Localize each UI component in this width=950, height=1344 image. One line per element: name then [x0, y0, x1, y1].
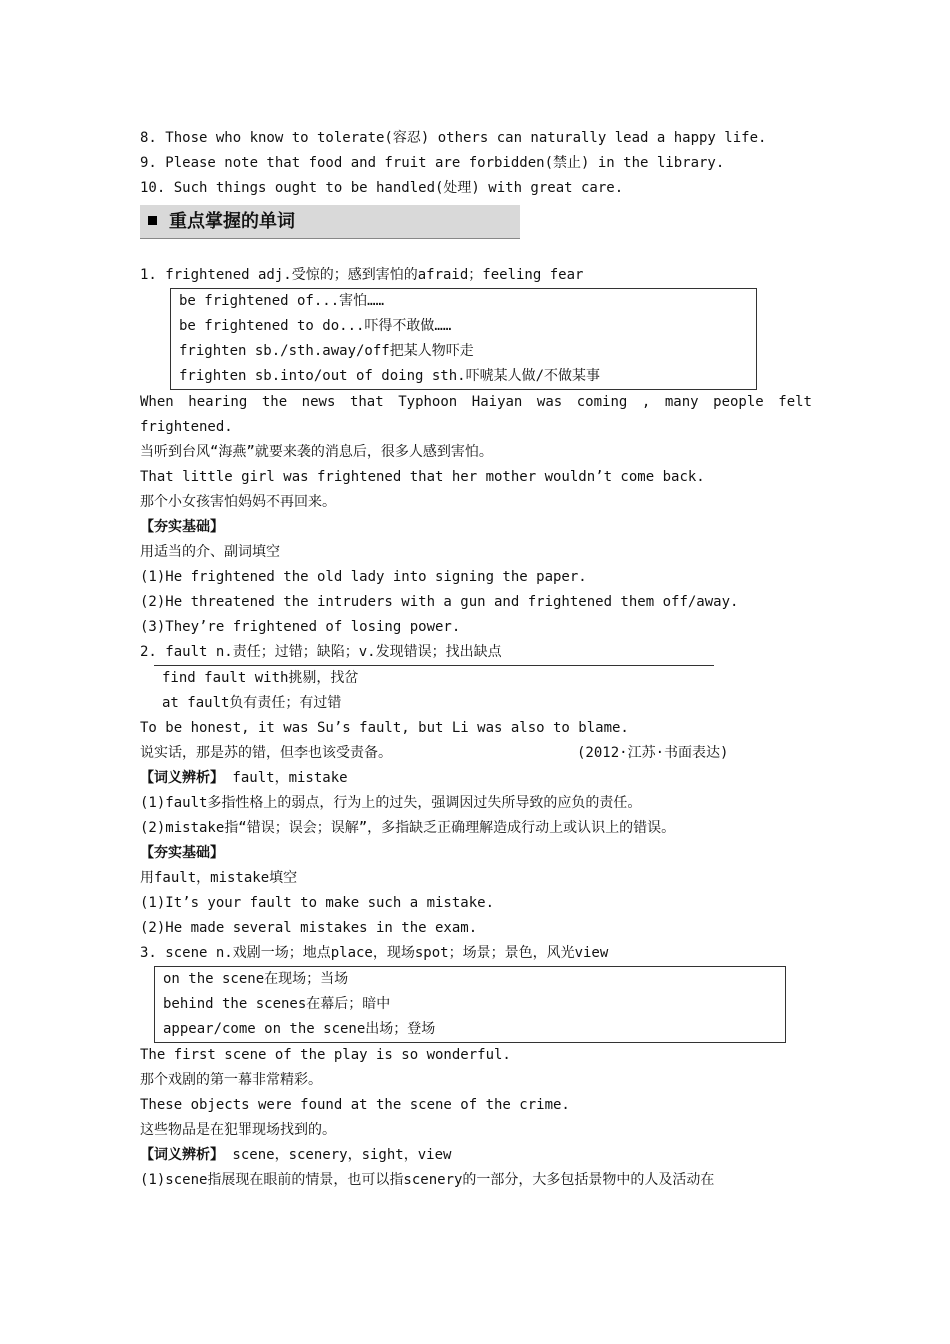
- example-chinese: 说实话，那是苏的错，但李也该受责备。: [140, 745, 392, 761]
- example-chinese: 这些物品是在犯罪现场找到的。: [140, 1122, 336, 1138]
- practice-instruction: 用适当的介、副词填空: [140, 544, 280, 560]
- example-chinese: 当听到台风“海燕”就要来袭的消息后，很多人感到害怕。: [140, 444, 493, 460]
- example-english: The first scene of the play is so wonderful.: [140, 1047, 511, 1063]
- word-entry-scene: [140, 941, 812, 1193]
- example-chinese: 那个戏剧的第一幕非常精彩。: [140, 1072, 322, 1088]
- phrase-line: on the scene在现场；当场: [163, 971, 349, 987]
- practice-item: (1)It’s your fault to make such a mistake.: [140, 895, 495, 911]
- distinction-words: scene，scenery，sight，view: [224, 1147, 452, 1163]
- distinction-row: [140, 1143, 812, 1168]
- example-chinese-row: [140, 741, 812, 766]
- phrase-box: [170, 288, 757, 390]
- example-english: That little girl was frightened that her mother wouldn’t come back.: [140, 469, 705, 485]
- distinction-item: (1)fault多指性格上的弱点，行为上的过失，强调因过失所导致的应负的责任。: [140, 795, 642, 811]
- phrase-line: appear/come on the scene出场；登场: [163, 1021, 436, 1037]
- word-entry-frightened: [140, 263, 812, 640]
- word-headline: 2. fault n.责任；过错；缺陷；v.发现错误；找出缺点: [140, 644, 502, 660]
- sentence-line: 9. Please note that food and fruit are forbidden(禁止) in the library.: [140, 155, 725, 171]
- document-page: [140, 126, 812, 1193]
- phrase-line: be frightened to do...吓得不敢做……: [179, 318, 452, 334]
- distinction-item: (2)mistake指“错误；误会；误解”，多指缺乏正确理解造成行动上或认识上的错误。: [140, 820, 676, 836]
- phrase-box: [154, 966, 786, 1043]
- intro-sentences: [140, 126, 812, 201]
- example-english: When hearing the news that Typhoon Haiyan was coming , many people felt: [140, 394, 812, 410]
- practice-item: (2)He threatened the intruders with a gun and frightened them off/away.: [140, 594, 739, 610]
- phrase-line: frighten sb.into/out of doing sth.吓唬某人做/不做某事: [179, 368, 601, 384]
- sentence-line: 8. Those who know to tolerate(容忍) others can naturally lead a happy life.: [140, 130, 767, 146]
- phrase-line: find fault with挑剔，找岔: [162, 670, 359, 686]
- distinction-row: [140, 766, 812, 791]
- phrase-line: frighten sb./sth.away/off把某人物吓走: [179, 343, 474, 359]
- word-headline: 3. scene n.戏剧一场；地点place，现场spot；场景；景色，风光view: [140, 945, 609, 961]
- distinction-label: 【词义辨析】: [140, 1147, 224, 1163]
- section-title: 重点掌握的单词: [169, 211, 295, 232]
- practice-label: 【夯实基础】: [140, 845, 224, 861]
- example-english: These objects were found at the scene of the crime.: [140, 1097, 570, 1113]
- phrase-line: be frightened of...害怕……: [179, 293, 385, 309]
- phrase-list: [154, 665, 714, 716]
- square-bullet-icon: [148, 216, 157, 225]
- practice-label: 【夯实基础】: [140, 519, 224, 535]
- practice-item: (1)He frightened the old lady into signing the paper.: [140, 569, 587, 585]
- practice-item: (2)He made several mistakes in the exam.: [140, 920, 478, 936]
- practice-instruction: 用fault，mistake填空: [140, 870, 298, 886]
- practice-item: (3)They’re frightened of losing power.: [140, 619, 461, 635]
- section-heading: [140, 205, 520, 239]
- word-headline: 1. frightened adj.受惊的；感到害怕的afraid；feeling fear: [140, 267, 584, 283]
- distinction-label: 【词义辨析】: [140, 770, 224, 786]
- distinction-item: (1)scene指展现在眼前的情景，也可以指scenery的一部分，大多包括景物中的人及活动在: [140, 1172, 715, 1188]
- distinction-words: fault，mistake: [224, 770, 348, 786]
- example-english-cont: frightened.: [140, 419, 233, 435]
- example-chinese: 那个小女孩害怕妈妈不再回来。: [140, 494, 336, 510]
- example-english: To be honest, it was Su’s fault, but Li was also to blame.: [140, 720, 629, 736]
- example-source: (2012·江苏·书面表达): [577, 745, 729, 761]
- phrase-line: behind the scenes在幕后；暗中: [163, 996, 391, 1012]
- sentence-line: 10. Such things ought to be handled(处理) with great care.: [140, 180, 624, 196]
- phrase-line: at fault负有责任；有过错: [162, 695, 342, 711]
- word-entry-fault: [140, 640, 812, 941]
